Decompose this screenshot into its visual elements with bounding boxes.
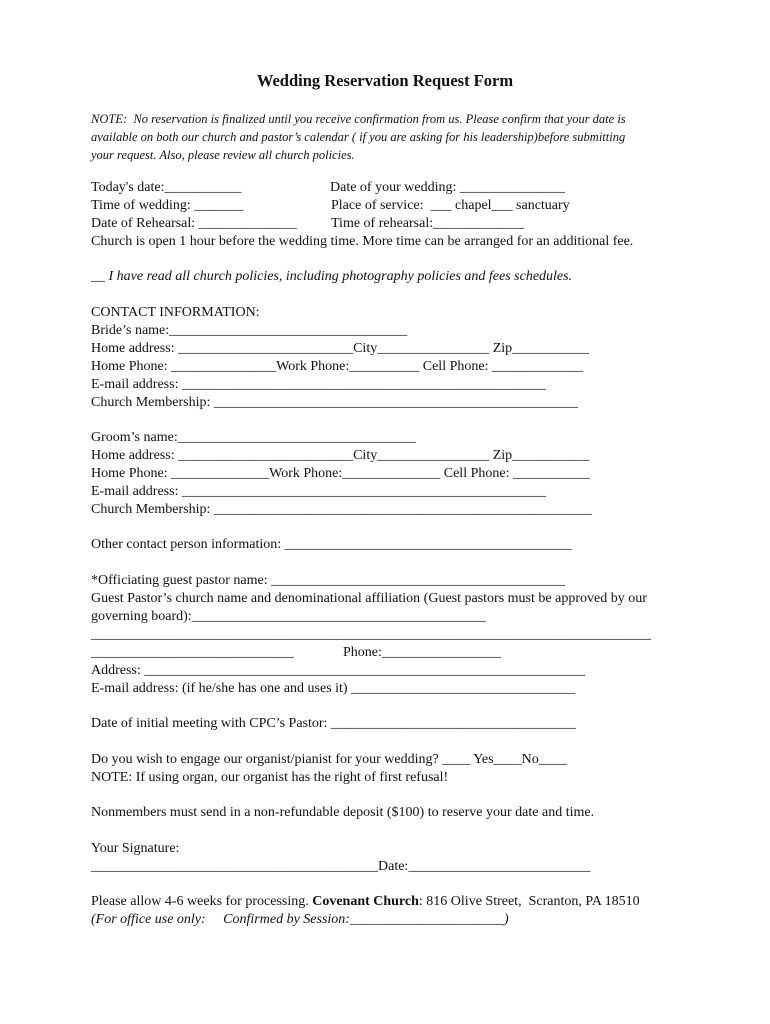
guest-pastor-name-field[interactable]: *Officiating guest pastor name: __________________________________________	[91, 573, 566, 588]
organist-question[interactable]: Do you wish to engage our organist/pianist for your wedding? ____ Yes____No____	[91, 752, 567, 767]
rehearsal-date-field[interactable]: Date of Rehearsal: ______________	[91, 216, 297, 231]
guest-pastor-email-field[interactable]: E-mail address: (if he/she has one and uses it) ________________________________	[91, 681, 576, 696]
church-name: Covenant Church	[312, 894, 419, 909]
guest-pastor-address-field[interactable]: Address: _______________________________________________________________	[91, 663, 586, 678]
footer-processing	[91, 893, 640, 910]
guest-pastor-church-label: Guest Pastor’s church name and denominational affiliation (Guest pastors must be approved by our	[91, 591, 647, 606]
guest-pastor-blank-line[interactable]: ________________________________________________________________________________	[91, 627, 651, 642]
signature-date-field[interactable]: _________________________________________Date:__________________________	[91, 859, 591, 874]
church-open-note: Church is open 1 hour before the wedding time. More time can be arranged for an additional fee.	[91, 234, 634, 249]
initial-meeting-field[interactable]: Date of initial meeting with CPC’s Pastor: ___________________________________	[91, 716, 576, 731]
bride-address-field[interactable]: Home address: _________________________City________________ Zip___________	[91, 341, 590, 356]
contact-heading: CONTACT INFORMATION:	[91, 305, 260, 320]
note-line-1: NOTE: No reservation is finalized until you receive confirmation from us. Please confirm that your date is	[91, 112, 626, 126]
groom-membership-field[interactable]: Church Membership: ______________________________________________________	[91, 502, 592, 517]
bride-name-field[interactable]: Bride’s name:__________________________________	[91, 323, 408, 338]
office-use-field: (For office use only: Confirmed by Session:______________________)	[91, 912, 509, 927]
groom-name-field[interactable]: Groom’s name:__________________________________	[91, 430, 416, 445]
note-line-2: available on both our church and pastor’s calendar ( if you are asking for his leadership)before submitting	[91, 130, 626, 144]
note-line-3: your request. Also, please review all church policies.	[91, 148, 355, 162]
groom-address-field[interactable]: Home address: _________________________City________________ Zip___________	[91, 448, 590, 463]
guest-pastor-phone-field[interactable]: Phone:_________________	[343, 645, 501, 660]
organist-note: NOTE: If using organ, our organist has the right of first refusal!	[91, 770, 449, 785]
place-of-service-field[interactable]: Place of service: ___ chapel___ sanctuary	[331, 198, 570, 213]
policies-acknowledgement[interactable]: __ I have read all church policies, including photography policies and fees schedules.	[91, 269, 573, 284]
church-address: : 816 Olive Street, Scranton, PA 18510	[418, 894, 640, 909]
signature-label: Your Signature:	[91, 841, 180, 856]
other-contact-field[interactable]: Other contact person information: _________________________________________	[91, 537, 572, 552]
form-title: Wedding Reservation Request Form	[256, 71, 514, 90]
groom-email-field[interactable]: E-mail address: ____________________________________________________	[91, 484, 546, 499]
bride-email-field[interactable]: E-mail address: ____________________________________________________	[91, 377, 546, 392]
todays-date-field[interactable]: Today's date:___________	[91, 180, 242, 195]
rehearsal-time-field[interactable]: Time of rehearsal:_____________	[331, 216, 525, 231]
bride-phones-field[interactable]: Home Phone: _______________Work Phone:__________ Cell Phone: _____________	[91, 359, 583, 374]
processing-text: Please allow 4-6 weeks for processing.	[91, 894, 313, 909]
guest-pastor-church-field[interactable]: governing board):__________________________________________	[91, 609, 486, 624]
deposit-note: Nonmembers must send in a non-refundable deposit ($100) to reserve your date and time.	[91, 805, 595, 820]
bride-membership-field[interactable]: Church Membership: ____________________________________________________	[91, 395, 578, 410]
groom-phones-field[interactable]: Home Phone: ______________Work Phone:______________ Cell Phone: ___________	[91, 466, 590, 481]
wedding-date-field[interactable]: Date of your wedding: _______________	[330, 180, 565, 195]
guest-pastor-blank-short[interactable]: _____________________________	[91, 645, 294, 660]
wedding-time-field[interactable]: Time of wedding: _______	[91, 198, 244, 213]
